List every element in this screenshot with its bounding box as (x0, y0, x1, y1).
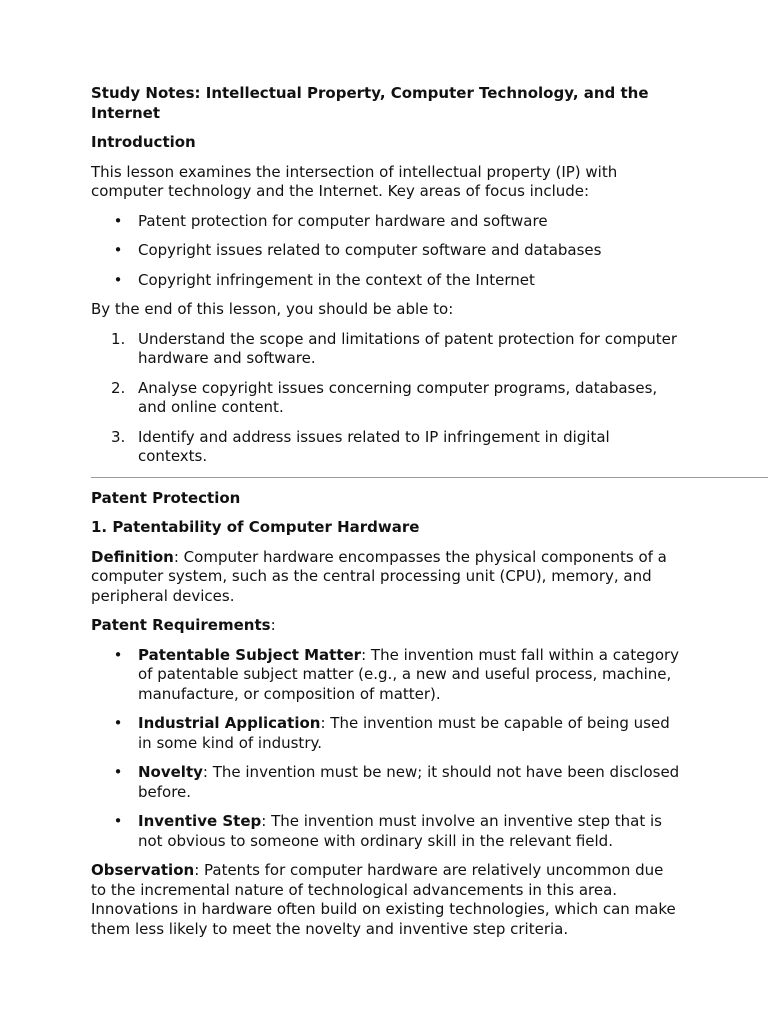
objectives-list (91, 330, 681, 467)
bullet-icon: • (113, 270, 123, 289)
objectives-intro: By the end of this lesson, you should be able to: (91, 300, 454, 318)
list-item-text: Identify and address issues related to IP infringement in digital contexts. (138, 427, 610, 465)
list-item (91, 241, 681, 261)
bullet-icon: • (113, 714, 123, 732)
list-item (91, 330, 681, 369)
requirements-list (91, 646, 681, 852)
definition-label: Definition (91, 547, 174, 566)
section-heading-patent-protection: Patent Protection (91, 488, 241, 507)
requirement-text: : The invention must be capable of being used in some kind of industry. (138, 714, 670, 752)
subheading-hardware-patentability: 1. Patentability of Computer Hardware (91, 518, 420, 536)
requirement-text: : The invention must be new; it should not have been disclosed before. (138, 763, 680, 801)
list-item (91, 646, 681, 705)
definition-paragraph (91, 548, 681, 607)
requirements-label-line (91, 616, 681, 636)
requirements-suffix: : (270, 616, 276, 634)
list-item-text: Copyright issues related to computer software and databases (138, 241, 602, 259)
list-number: 3. (111, 427, 126, 446)
list-item (91, 428, 681, 467)
requirement-text: : The invention must fall within a category of patentable subject matter (e.g., a new and useful process, machine, manufacture, or composition of matter). (138, 645, 680, 703)
requirement-term: Inventive Step (138, 812, 262, 830)
list-number: 1. (111, 329, 126, 348)
bullet-icon: • (113, 211, 123, 230)
requirements-label: Patent Requirements (91, 616, 271, 634)
requirement-term: Industrial Application (138, 714, 321, 732)
observation-label: Observation (91, 861, 195, 879)
introduction-paragraph: This lesson examines the intersection of intellectual property (IP) with computer technology and the Internet. Key areas of focus include: (91, 162, 618, 200)
definition-text: : Computer hardware encompasses the physical components of a computer system, such as the central processing unit (CPU), memory, and peripheral devices. (91, 547, 667, 605)
introduction-heading: Introduction (91, 133, 196, 151)
requirement-term: Patentable Subject Matter (138, 645, 362, 664)
list-item-text: Understand the scope and limitations of patent protection for computer hardware and software. (138, 329, 678, 367)
document-page (91, 84, 681, 949)
document-title: Study Notes: Intellectual Property, Computer Technology, and the Internet (91, 84, 649, 122)
list-item (91, 763, 681, 802)
bullet-icon: • (113, 812, 123, 830)
list-number: 2. (111, 378, 126, 397)
focus-list (91, 212, 681, 291)
list-item (91, 379, 681, 418)
requirement-text: : The invention must involve an inventive step that is not obvious to someone with ordinary skill in the relevant field. (138, 812, 662, 850)
list-item-text: Copyright infringement in the context of the Internet (138, 270, 535, 289)
list-item-text: Patent protection for computer hardware and software (138, 211, 548, 230)
requirement-term: Novelty (138, 763, 203, 781)
bullet-icon: • (113, 763, 123, 781)
list-item (91, 714, 681, 753)
list-item (91, 271, 681, 291)
observation-text: : Patents for computer hardware are relatively uncommon due to the incremental nature of technological advancements in this area. Innovations in hardware often build on existing technologies, which can make them less likely to meet the novelty and inventive step criteria. (91, 861, 676, 938)
list-item (91, 812, 681, 851)
observation-paragraph (91, 861, 681, 939)
horizontal-divider (91, 477, 768, 478)
list-item (91, 212, 681, 232)
bullet-icon: • (113, 645, 123, 664)
list-item-text: Analyse copyright issues concerning computer programs, databases, and online content. (138, 378, 658, 416)
bullet-icon: • (113, 241, 123, 259)
